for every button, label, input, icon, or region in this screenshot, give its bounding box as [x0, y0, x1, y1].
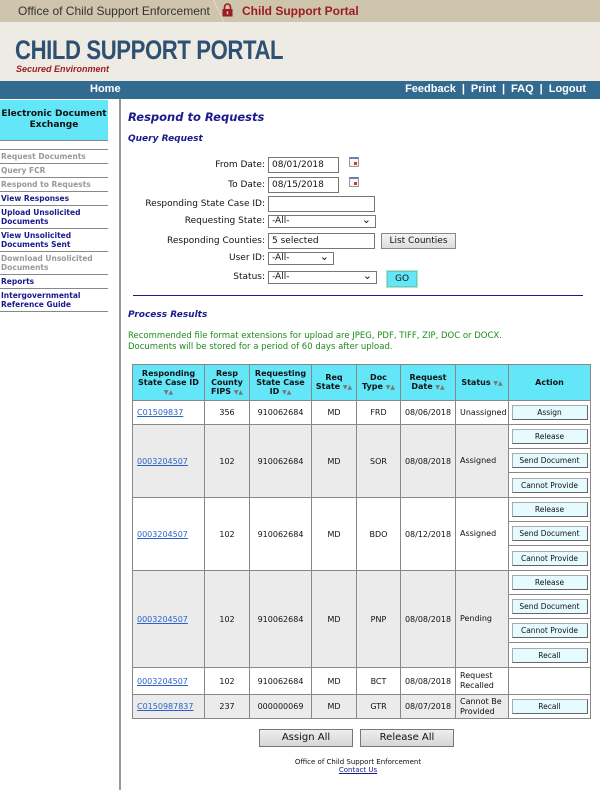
column-label: Requesting State Case ID	[254, 368, 307, 396]
site-header	[0, 22, 600, 81]
sidebar-menu	[0, 149, 108, 312]
nav-separator: |	[539, 83, 543, 95]
sort-icon[interactable]: ▼▲	[233, 388, 244, 396]
to-date-row	[128, 177, 593, 193]
cannot-provide-button[interactable]: Cannot Provide	[512, 551, 588, 566]
footer-agency: Office of Child Support Enforcement	[294, 758, 422, 766]
calendar-icon[interactable]	[349, 157, 359, 167]
user-id-select[interactable]: -All- ⌄	[268, 252, 334, 265]
requesting-case-cell: 000000069	[250, 695, 312, 719]
nav-home[interactable]: Home	[90, 83, 121, 95]
column-header[interactable]	[133, 365, 205, 401]
nav-logout[interactable]: Logout	[548, 83, 586, 95]
case-id-link[interactable]: 0003204507	[137, 676, 188, 686]
sidebar-item[interactable]: View Responses	[0, 192, 108, 206]
column-header[interactable]	[357, 365, 401, 401]
requesting-case-cell: 910062684	[250, 668, 312, 695]
status-cell: Request Recalled	[456, 668, 509, 695]
action-slot	[509, 695, 590, 718]
action-slot	[509, 498, 590, 522]
sidebar-item[interactable]: Upload Unsolicited Documents	[0, 206, 108, 229]
column-header[interactable]	[401, 365, 456, 401]
upload-note	[128, 331, 502, 353]
release-button[interactable]: Release	[512, 575, 588, 590]
send-document-button[interactable]: Send Document	[512, 526, 588, 541]
cannot-provide-button[interactable]: Cannot Provide	[512, 478, 588, 493]
action-slot	[509, 595, 590, 619]
fips-cell: 102	[205, 498, 250, 571]
status-cell: Assigned	[456, 425, 509, 498]
state-cell: MD	[312, 695, 357, 719]
case-id-link[interactable]: 0003204507	[137, 456, 188, 466]
portal-name: Child Support Portal	[242, 4, 359, 18]
case-id-cell	[133, 695, 205, 719]
action-cell	[509, 571, 591, 668]
column-label: Responding State Case ID	[138, 368, 199, 387]
sidebar	[0, 100, 108, 312]
divider	[119, 99, 121, 790]
action-cell	[509, 498, 591, 571]
site-title: CHILD SUPPORT PORTAL	[15, 35, 284, 65]
contact-us-link[interactable]: Contact Us	[338, 766, 378, 774]
column-header[interactable]	[250, 365, 312, 401]
status-select[interactable]: -All- ⌄	[268, 271, 377, 284]
sort-icon[interactable]: ▼▲	[282, 388, 292, 396]
query-heading: Query Request	[128, 134, 203, 144]
state-cell: MD	[312, 571, 357, 668]
case-id-cell	[133, 571, 205, 668]
action-slot	[509, 546, 590, 570]
to-date-label: To Date:	[228, 180, 265, 190]
case-id-cell	[133, 498, 205, 571]
status-cell: Assigned	[456, 498, 509, 571]
requesting-state-select[interactable]: -All- ⌄	[268, 215, 376, 228]
cannot-provide-button[interactable]: Cannot Provide	[512, 623, 588, 638]
state-cell: MD	[312, 425, 357, 498]
table-row	[133, 571, 591, 668]
column-label: Doc Type	[362, 373, 387, 391]
case-id-row	[128, 196, 593, 212]
from-date-label: From Date:	[215, 160, 265, 170]
go-button[interactable]: GO	[387, 271, 417, 287]
case-id-label: Responding State Case ID:	[145, 199, 265, 209]
case-id-link[interactable]: C01509837	[137, 408, 184, 417]
counties-label: Responding Counties:	[167, 236, 265, 246]
fips-cell: 102	[205, 668, 250, 695]
nav-faq[interactable]: FAQ	[511, 83, 534, 95]
nav-separator: |	[461, 83, 465, 95]
footer	[258, 758, 458, 774]
column-header[interactable]	[205, 365, 250, 401]
action-slot	[509, 522, 590, 546]
nav-separator: |	[501, 83, 506, 95]
sidebar-item[interactable]: Reports	[0, 275, 108, 289]
results-heading: Process Results	[128, 310, 208, 320]
sidebar-item[interactable]: View Unsolicited Documents Sent	[0, 229, 108, 252]
column-label: Request Date	[409, 373, 447, 391]
requesting-state-row	[128, 215, 593, 228]
status-cell: Unassigned	[456, 401, 509, 425]
status-label: Status:	[233, 272, 265, 282]
top-bar	[0, 0, 600, 22]
sidebar-title: Electronic Document Exchange	[0, 100, 108, 141]
table-row	[133, 498, 591, 571]
counties-row	[128, 233, 593, 249]
sort-icon[interactable]: ▼▲	[342, 384, 353, 391]
sort-icon[interactable]: ▼▲	[385, 384, 395, 391]
date-cell: 08/08/2018	[401, 668, 456, 695]
from-date-input[interactable]: 08/01/2018	[268, 157, 339, 173]
send-document-button[interactable]: Send Document	[512, 599, 588, 614]
results-table	[132, 364, 591, 719]
case-id-link[interactable]: 0003204507	[137, 614, 188, 624]
fips-cell: 237	[205, 695, 250, 719]
release-all-button[interactable]: Release All	[360, 729, 454, 747]
section-divider	[133, 295, 583, 296]
status-row	[128, 271, 593, 285]
status-cell: Cannot Be Provided	[456, 695, 509, 719]
site-subtitle: Secured Environment	[16, 64, 110, 74]
fips-cell: 102	[205, 571, 250, 668]
column-label: Resp County FIPS	[210, 368, 243, 396]
date-cell: 08/06/2018	[401, 401, 456, 425]
column-label: Req State	[315, 373, 343, 391]
date-cell: 08/07/2018	[401, 695, 456, 719]
lock-icon	[222, 3, 233, 17]
table-row	[133, 401, 591, 425]
sort-icon[interactable]: ▼▲	[493, 379, 503, 387]
column-label: Status	[461, 377, 491, 387]
case-id-cell	[133, 401, 205, 425]
counties-input[interactable]: 5 selected	[268, 233, 375, 249]
release-button[interactable]: Release	[512, 502, 588, 517]
fips-cell: 102	[205, 425, 250, 498]
doc-type-cell: GTR	[357, 695, 401, 719]
action-cell	[509, 425, 591, 498]
requesting-case-cell: 910062684	[250, 401, 312, 425]
requesting-case-cell: 910062684	[250, 498, 312, 571]
sidebar-item: Request Documents	[0, 150, 108, 164]
calendar-icon[interactable]	[349, 177, 359, 187]
action-slot	[509, 401, 590, 424]
note-formats: Recommended file format extensions for upload are JPEG, PDF, TIFF, ZIP, DOC or DOCX.	[128, 331, 502, 341]
action-cell	[509, 668, 591, 695]
requesting-state-label: Requesting State:	[184, 216, 265, 226]
date-cell: 08/08/2018	[401, 571, 456, 668]
date-cell: 08/12/2018	[401, 498, 456, 571]
to-date-input[interactable]: 08/15/2018	[268, 177, 339, 193]
sort-icon[interactable]: ▼▲	[163, 388, 174, 396]
state-cell: MD	[312, 401, 357, 425]
action-slot	[509, 449, 590, 473]
sidebar-item: Download Unsolicited Documents	[0, 252, 108, 275]
sidebar-item: Query FCR	[0, 164, 108, 178]
recall-button[interactable]: Recall	[512, 699, 588, 714]
status-cell: Pending	[456, 571, 509, 668]
case-id-link[interactable]: 0003204507	[137, 529, 188, 539]
fips-cell: 356	[205, 401, 250, 425]
column-header[interactable]	[312, 365, 357, 401]
action-slot	[509, 619, 590, 643]
assign-all-button[interactable]: Assign All	[259, 729, 353, 747]
column-header[interactable]	[456, 365, 509, 401]
note-retention: Documents will be stored for a period of 60 days after upload.	[128, 342, 393, 352]
user-id-row	[128, 252, 593, 265]
action-cell	[509, 401, 591, 425]
doc-type-cell: PNP	[357, 571, 401, 668]
send-document-button[interactable]: Send Document	[512, 453, 588, 468]
doc-type-cell: BDO	[357, 498, 401, 571]
case-id-link[interactable]: C0150987837	[137, 702, 194, 711]
agency-link[interactable]: Office of Child Support Enforcement	[18, 4, 210, 18]
column-label: Action	[535, 378, 564, 387]
case-id-input[interactable]	[268, 196, 375, 212]
table-row	[133, 695, 591, 719]
from-date-row	[128, 157, 593, 173]
doc-type-cell: SOR	[357, 425, 401, 498]
requesting-case-cell: 910062684	[250, 571, 312, 668]
state-cell: MD	[312, 498, 357, 571]
recall-button[interactable]: Recall	[512, 648, 588, 663]
state-cell: MD	[312, 668, 357, 695]
sidebar-item: Respond to Requests	[0, 178, 108, 192]
page-title: Respond to Requests	[128, 110, 265, 124]
assign-button[interactable]: Assign	[512, 405, 588, 420]
case-id-cell	[133, 668, 205, 695]
user-id-label: User ID:	[229, 253, 265, 263]
date-cell: 08/08/2018	[401, 425, 456, 498]
action-slot	[509, 571, 590, 595]
sort-icon[interactable]: ▼▲	[435, 384, 445, 391]
release-button[interactable]: Release	[512, 429, 588, 444]
table-row	[133, 425, 591, 498]
case-id-cell	[133, 425, 205, 498]
doc-type-cell: FRD	[357, 401, 401, 425]
column-header	[509, 365, 591, 401]
action-slot	[509, 425, 590, 449]
nav-print[interactable]: Print	[470, 83, 496, 95]
nav-feedback[interactable]: Feedback	[405, 83, 456, 95]
table-row	[133, 668, 591, 695]
action-cell	[509, 695, 591, 719]
sidebar-item[interactable]: Intergovernmental Reference Guide	[0, 289, 108, 312]
action-slot	[509, 643, 590, 667]
nav-bar	[0, 81, 600, 99]
list-counties-button[interactable]: List Counties	[381, 233, 456, 249]
doc-type-cell: BCT	[357, 668, 401, 695]
action-slot	[509, 473, 590, 497]
requesting-case-cell: 910062684	[250, 425, 312, 498]
